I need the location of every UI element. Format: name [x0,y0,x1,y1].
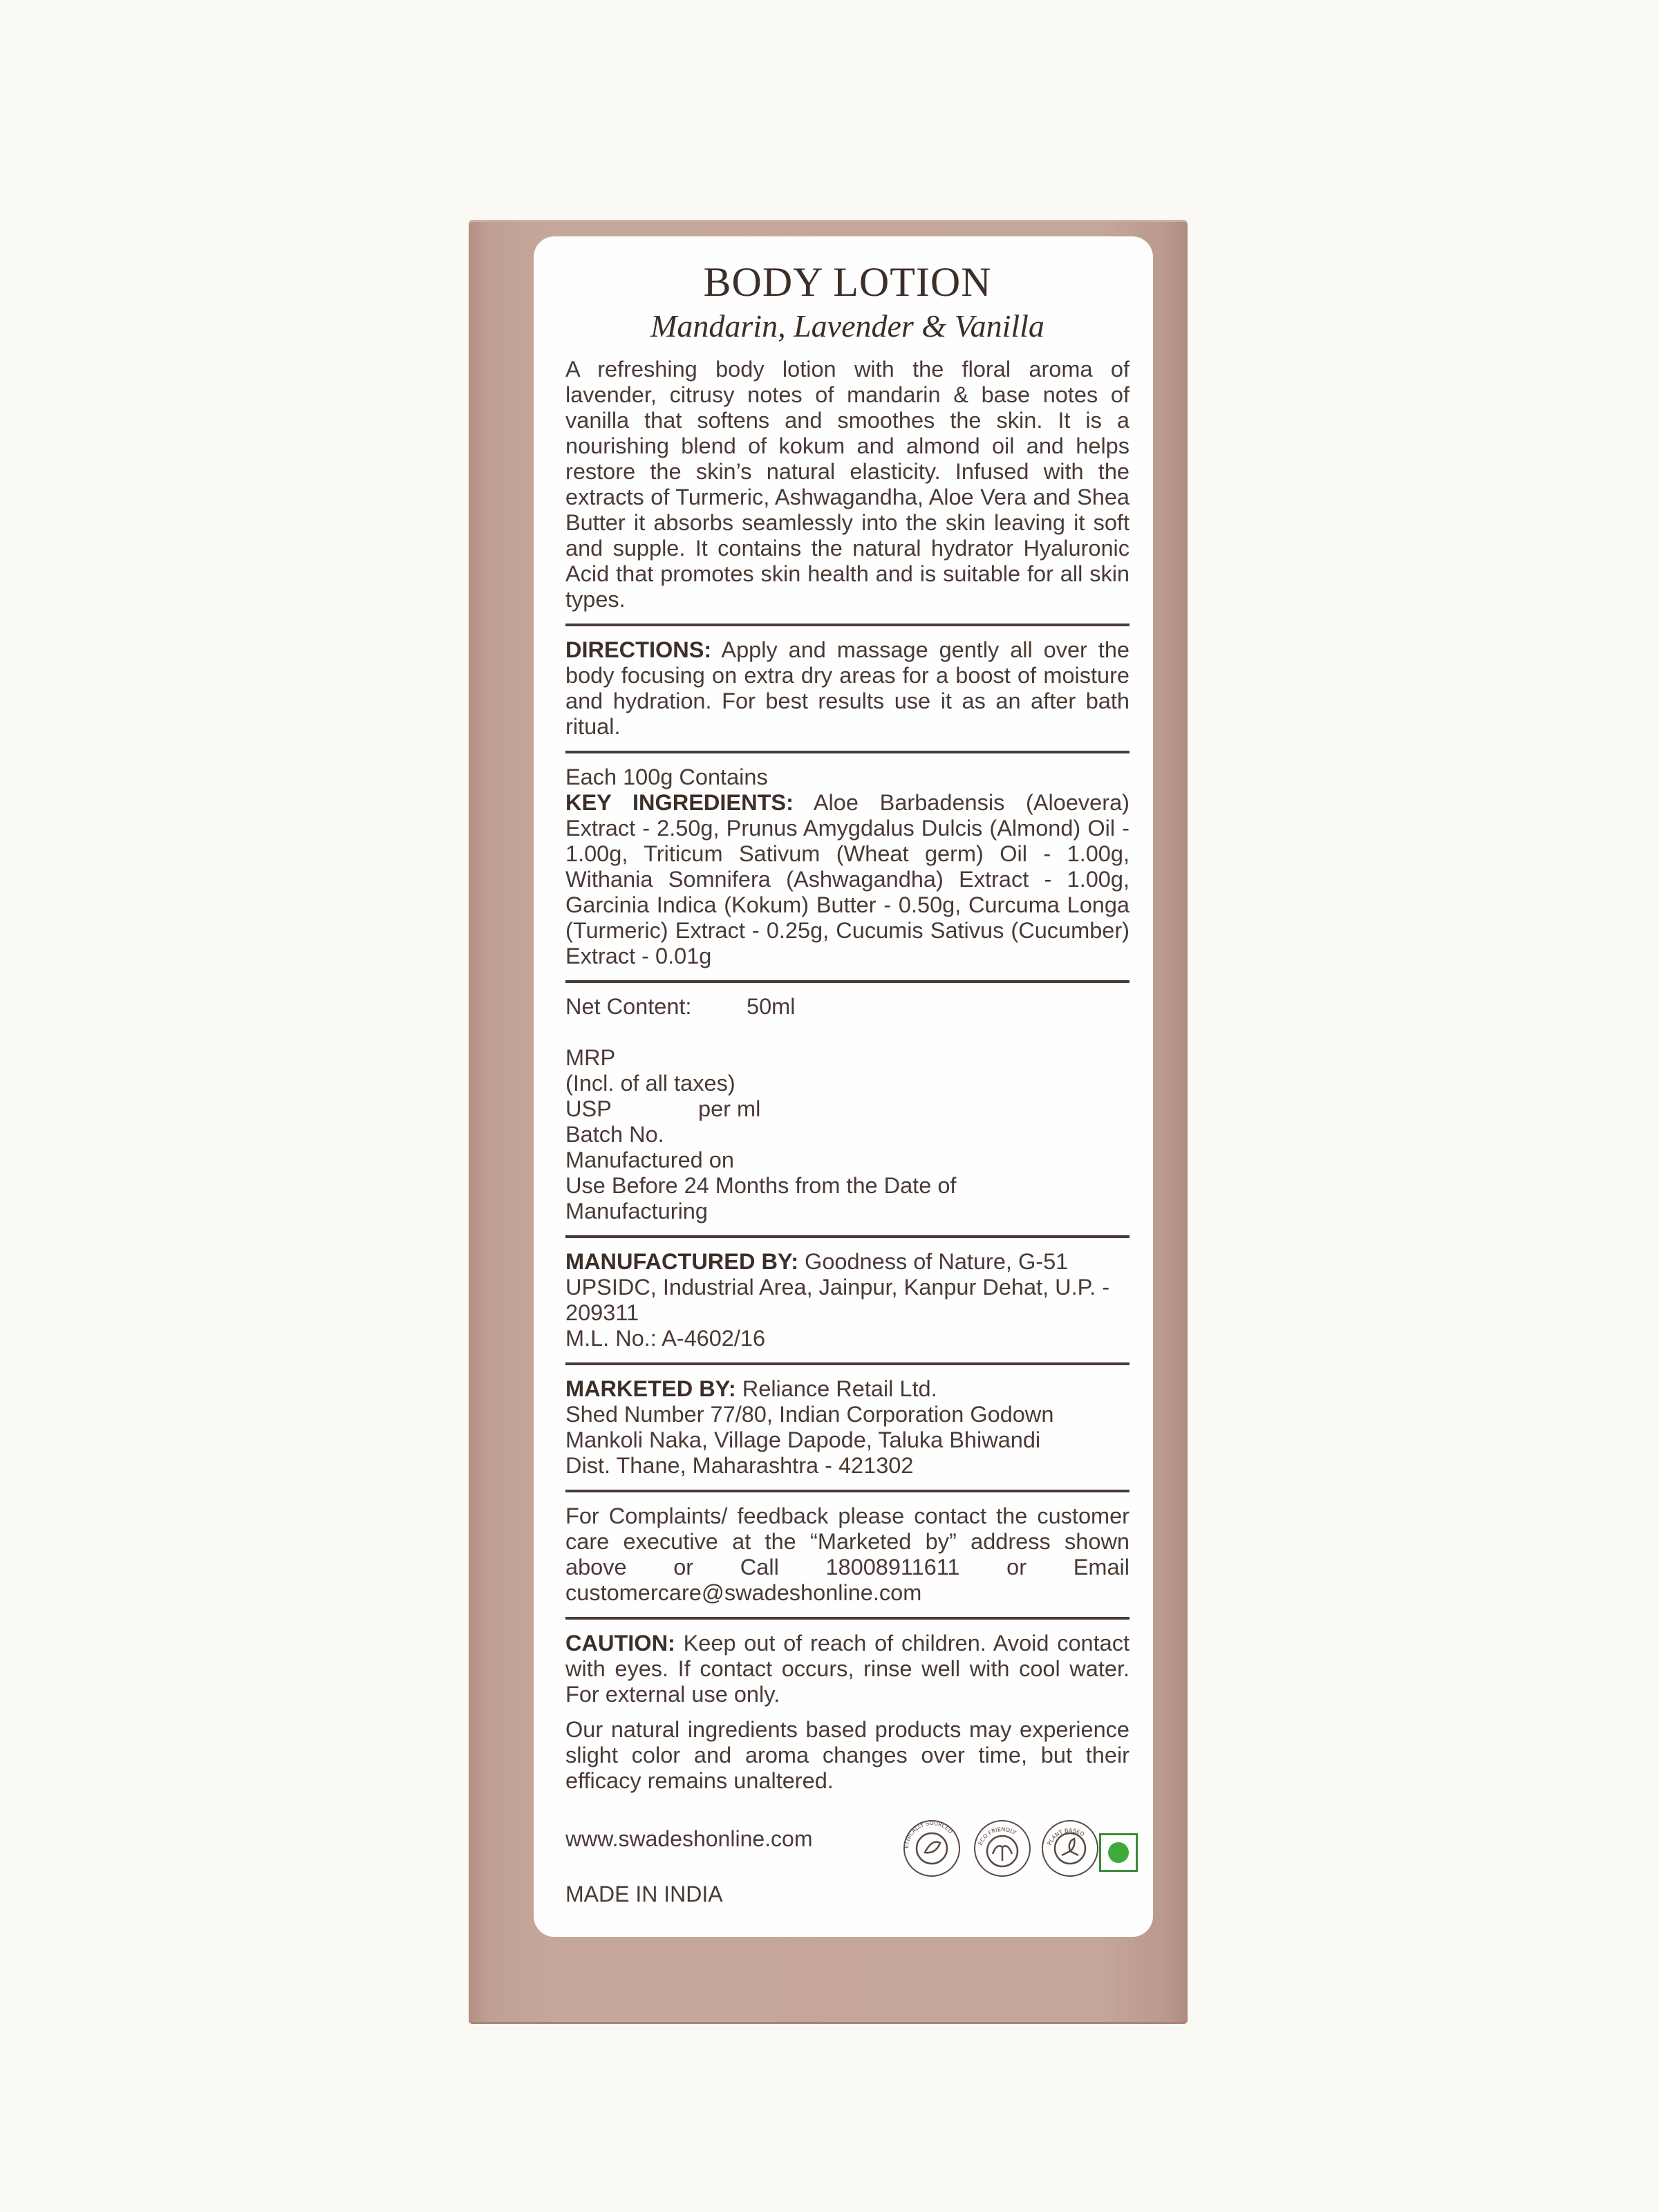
marketer-label: MARKETED BY: [565,1376,736,1401]
svg-text:PLANT BASED: PLANT BASED [1046,1827,1086,1846]
usp-label: USP [565,1096,612,1121]
use-before-label-2: Manufacturing [565,1199,708,1224]
product-label [534,236,1153,1937]
ingredients-text: Aloe Barbadensis (Aloevera) Extract - 2.50g, Prunus Amygdalus Dulcis (Almond) Oil - 1.00g, Triticum Sativum (Wheat germ) Oil - 1.00g, Withania Somnifera (Ashwagandha) Extract - 1.00g, Garcinia Indica (Kokum) Butter - 0.50g, Curcuma Longa (Turmeric) Extract - 0.25g, Cucumis Sativus (Cucumber) Extract - 0.01g [565,790,1130,968]
ingredients-section [565,751,1130,969]
website-text: www.swadeshonline.com [565,1826,813,1851]
marketer-line3: Dist. Thane, Maharashtra - 421302 [565,1453,914,1478]
directions-label: DIRECTIONS: [565,637,712,662]
svg-text:ECO FRIENDLY: ECO FRIENDLY [977,1826,1018,1846]
caution-label: CAUTION: [565,1631,675,1656]
ingredients-label: KEY INGREDIENTS: [565,790,794,815]
marketer-line2: Mankoli Naka, Village Dapode, Taluka Bhiwandi [565,1427,1041,1452]
marketer-line1: Shed Number 77/80, Indian Corporation Godown [565,1402,1054,1427]
eco-friendly-icon [972,1818,1033,1879]
caution-section [565,1617,1130,1794]
natural-note: Our natural ingredients based products may experience slight color and aroma changes over time, but their efficacy remains unaltered. [565,1717,1130,1793]
complaints-section [565,1490,1130,1606]
directions-section [565,624,1130,740]
ingredients-intro: Each 100g Contains [565,765,768,789]
marketer-name: Reliance Retail Ltd. [742,1376,937,1401]
product-subtitle: Mandarin, Lavender & Vanilla [650,308,1044,344]
product-title: BODY LOTION [703,259,992,305]
taxes-label: (Incl. of all taxes) [565,1071,735,1096]
license-number: M.L. No.: A-4602/16 [565,1326,766,1351]
net-content-value: 50ml [747,994,796,1019]
use-before-label: Use Before 24 Months from the Date of [565,1173,957,1198]
ethically-sourced-icon [901,1818,962,1879]
product-description: A refreshing body lotion with the floral aroma of lavender, citrusy notes of mandarin & base notes of vanilla that softens and smoothes the skin. It is a nourishing blend of kokum and almond oil and helps restore the skin’s natural elasticity. Infused with the extracts of Turmeric, Ashwagandha, Aloe Vera and Shea Butter it absorbs seamlessly into the skin leaving it soft and supple. It contains the natural hydrator Hyaluronic Acid that promotes skin health and is suitable for all skin types. [565,357,1130,612]
made-in-text: MADE IN INDIA [565,1882,723,1906]
manufactured-on-label: Manufactured on [565,1147,734,1172]
manufacturer-text: Goodness of Nature, G-51 UPSIDC, Industrial Area, Jainpur, Kanpur Dehat, U.P. - 209311 [565,1249,1110,1325]
details-section [565,980,1130,1224]
complaints-text: For Complaints/ feedback please contact the customer care executive at the “Marketed by” address shown above or Call 18008911611 or Email customercare@swadeshonline.com [565,1503,1130,1605]
veg-mark-icon [1099,1833,1138,1872]
mrp-label: MRP [565,1045,616,1070]
svg-text:ETHICALLY SOURCED: ETHICALLY SOURCED [903,1819,954,1849]
plant-based-icon [1040,1818,1100,1879]
label-footer [565,1812,1130,1923]
usp-unit: per ml [698,1096,761,1121]
caution-text: Keep out of reach of children. Avoid contact with eyes. If contact occurs, rinse well with cool water. For external use only. [565,1631,1130,1707]
directions-text: Apply and massage gently all over the body focusing on extra dry areas for a boost of moisture and hydration. For best results use it as an after bath ritual. [565,637,1130,739]
manufacturer-section [565,1235,1130,1351]
marketer-section [565,1362,1130,1479]
net-content-label: Net Content: [565,994,692,1019]
batch-label: Batch No. [565,1122,664,1147]
manufacturer-label: MANUFACTURED BY: [565,1249,799,1274]
